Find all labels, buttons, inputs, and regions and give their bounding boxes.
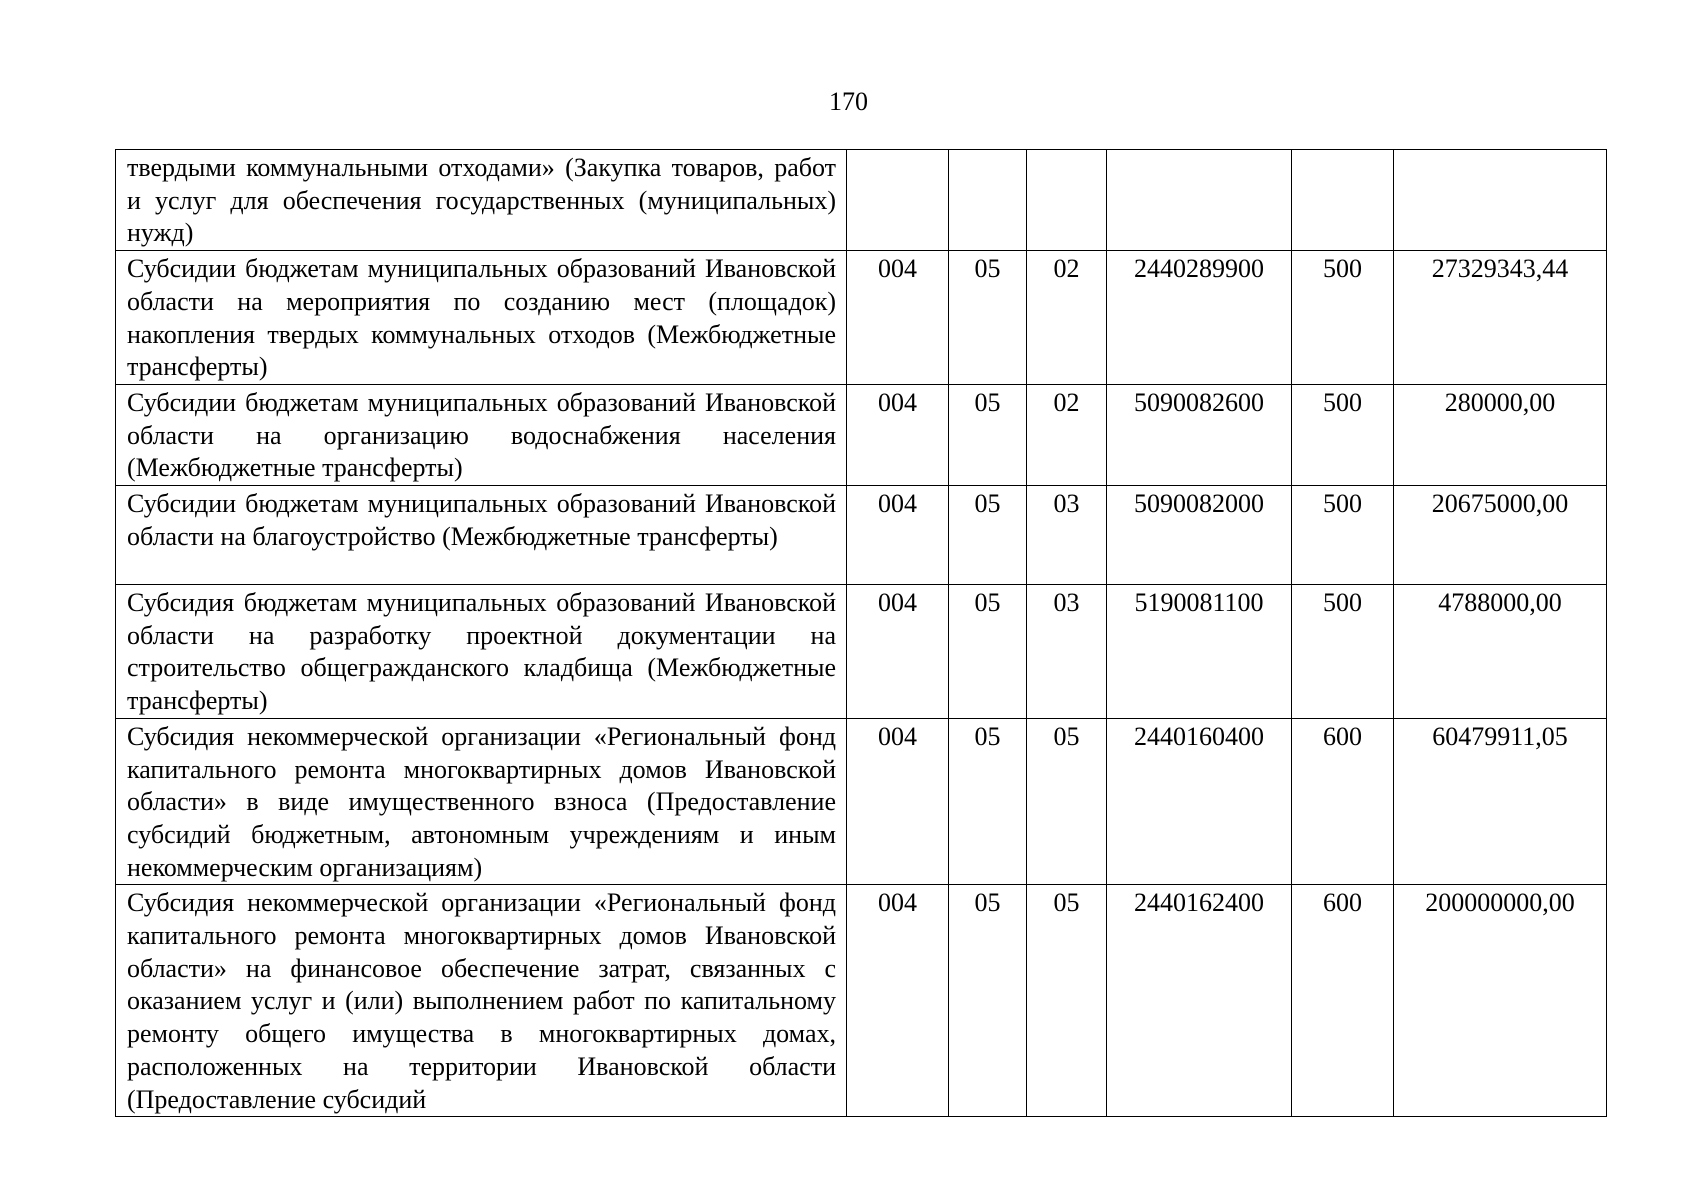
row-description: Субсидии бюджетам муниципальных образований Ивановской области на организацию водоснабжения населения (Межбюджетные трансферты) [116,384,847,485]
row-subsection-code: 03 [1027,585,1107,719]
row-expense-type: 500 [1292,585,1394,719]
row-target-article: 5090082600 [1107,384,1292,485]
row-target-article [1107,150,1292,251]
row-amount: 200000000,00 [1394,885,1607,1117]
row-amount: 20675000,00 [1394,486,1607,585]
table-row [116,885,1607,1117]
row-target-article: 5090082000 [1107,486,1292,585]
table-row [116,251,1607,385]
row-subsection-code: 05 [1027,885,1107,1117]
row-amount: 280000,00 [1394,384,1607,485]
row-ministry-code: 004 [847,718,949,885]
page-number: 170 [829,87,868,116]
row-description: Субсидии бюджетам муниципальных образований Ивановской области на мероприятия по созданию мест (площадок) накопления твердых коммунальных отходов (Межбюджетные трансферты) [116,251,847,385]
table-row [116,384,1607,485]
row-amount [1394,150,1607,251]
row-target-article: 2440162400 [1107,885,1292,1117]
row-section-code: 05 [949,718,1027,885]
row-expense-type: 500 [1292,486,1394,585]
row-expense-type: 500 [1292,251,1394,385]
table-row [116,585,1607,719]
row-target-article: 2440160400 [1107,718,1292,885]
row-amount: 4788000,00 [1394,585,1607,719]
row-ministry-code [847,150,949,251]
row-description: Субсидия некоммерческой организации «Региональный фонд капитального ремонта многоквартирных домов Ивановской области» в виде имущественного взноса (Предоставление субсидий бюджетным, автономным учреждениям и иным некоммерческим организациям) [116,718,847,885]
row-ministry-code: 004 [847,251,949,385]
row-expense-type [1292,150,1394,251]
row-expense-type: 500 [1292,384,1394,485]
row-description: Субсидии бюджетам муниципальных образований Ивановской области на благоустройство (Межбюджетные трансферты) [116,486,847,585]
row-description: Субсидия бюджетам муниципальных образований Ивановской области на разработку проектной документации на строительство общегражданского кладбища (Межбюджетные трансферты) [116,585,847,719]
row-subsection-code: 05 [1027,718,1107,885]
row-section-code: 05 [949,885,1027,1117]
row-subsection-code: 02 [1027,251,1107,385]
row-section-code [949,150,1027,251]
table-row [116,718,1607,885]
row-expense-type: 600 [1292,885,1394,1117]
row-description: Субсидия некоммерческой организации «Региональный фонд капитального ремонта многоквартирных домов Ивановской области» на финансовое обеспечение затрат, связанных с оказанием услуг и (или) выполнением работ по капитальному ремонту общего имущества в многоквартирных домах, расположенных на территории Ивановской области (Предоставление субсидий [116,885,847,1117]
row-subsection-code: 03 [1027,486,1107,585]
row-section-code: 05 [949,486,1027,585]
row-target-article: 2440289900 [1107,251,1292,385]
row-description: твердыми коммунальными отходами» (Закупка товаров, работ и услуг для обеспечения государственных (муниципальных) нужд) [116,150,847,251]
row-ministry-code: 004 [847,885,949,1117]
budget-table [115,149,1607,1117]
row-ministry-code: 004 [847,486,949,585]
row-target-article: 5190081100 [1107,585,1292,719]
row-subsection-code [1027,150,1107,251]
row-section-code: 05 [949,251,1027,385]
row-section-code: 05 [949,384,1027,485]
row-amount: 60479911,05 [1394,718,1607,885]
row-amount: 27329343,44 [1394,251,1607,385]
row-ministry-code: 004 [847,585,949,719]
table-row [116,486,1607,585]
row-expense-type: 600 [1292,718,1394,885]
row-section-code: 05 [949,585,1027,719]
row-ministry-code: 004 [847,384,949,485]
row-subsection-code: 02 [1027,384,1107,485]
table-row [116,150,1607,251]
